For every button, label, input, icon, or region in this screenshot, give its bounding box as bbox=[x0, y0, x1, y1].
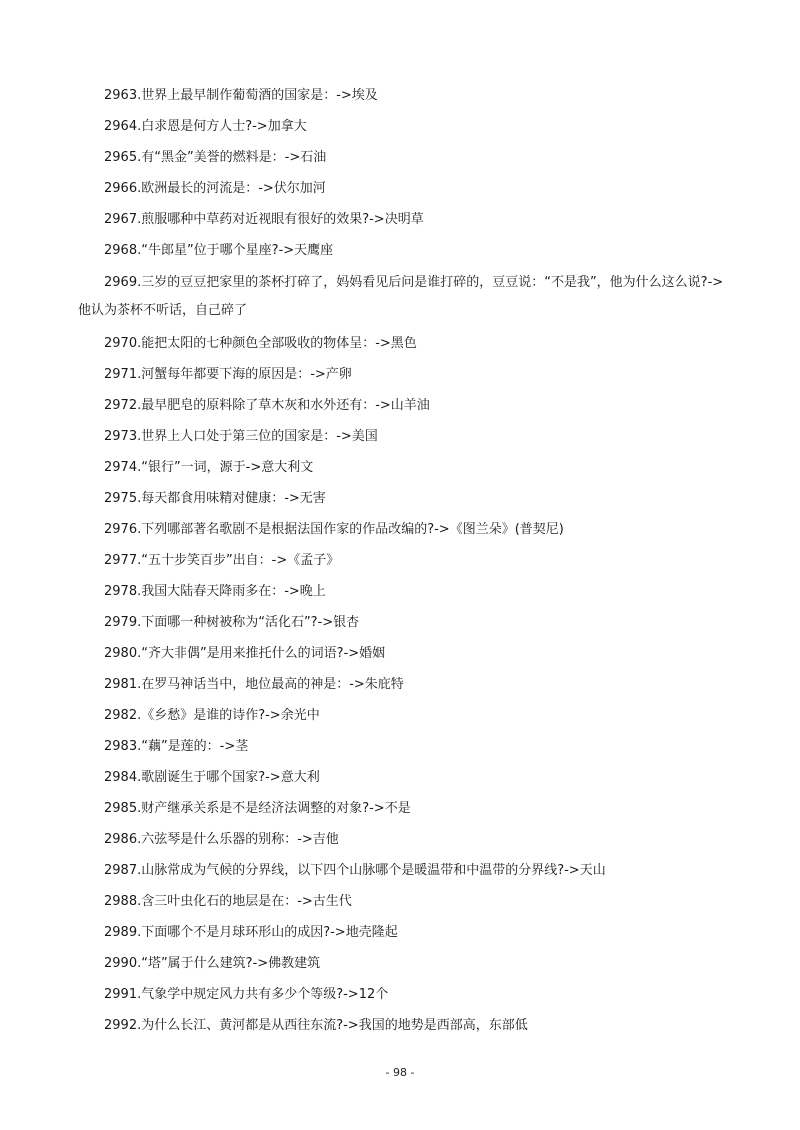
qa-item: 2987.山脉常成为气候的分界线，以下四个山脉哪个是暖温带和中温带的分界线?->天山 bbox=[104, 863, 606, 878]
qa-item: 2971.河蟹每年都要下海的原因是：->产卵 bbox=[104, 367, 352, 382]
qa-item: 2968.“牛郎星”位于哪个星座?->天鹰座 bbox=[104, 243, 334, 258]
qa-item: 2982.《乡愁》是谁的诗作?->余光中 bbox=[104, 708, 320, 723]
qa-item: 2975.每天都食用味精对健康：->无害 bbox=[104, 491, 326, 506]
qa-item: 2965.有“黑金”美誉的燃料是：->石油 bbox=[104, 150, 327, 165]
qa-item: 2969.三岁的豆豆把家里的茶杯打碎了，妈妈看见后问是谁打碎的，豆豆说：“不是我”，他为什么这么说?->他认为茶杯不听话，自己碎了 bbox=[78, 275, 724, 318]
qa-item: 2986.六弦琴是什么乐器的别称：->吉他 bbox=[104, 832, 339, 847]
qa-item: 2973.世界上人口处于第三位的国家是：->美国 bbox=[104, 429, 378, 444]
qa-item: 2989.下面哪个不是月球环形山的成因?->地壳隆起 bbox=[104, 925, 398, 940]
qa-item: 2981.在罗马神话当中，地位最高的神是：->朱庇特 bbox=[104, 677, 404, 692]
qa-item: 2980.“齐大非偶”是用来推托什么的词语?->婚姻 bbox=[104, 646, 386, 661]
qa-list bbox=[78, 80, 728, 1041]
qa-item: 2974.“银行”一词，源于->意大利文 bbox=[104, 460, 314, 475]
qa-item: 2983.“藕”是莲的：->茎 bbox=[104, 739, 249, 754]
qa-item: 2972.最早肥皂的原料除了草木灰和水外还有：->山羊油 bbox=[104, 398, 430, 413]
qa-item: 2978.我国大陆春天降雨多在：->晚上 bbox=[104, 584, 326, 599]
qa-item: 2988.含三叶虫化石的地层是在：->古生代 bbox=[104, 894, 352, 909]
page-number: - 98 - bbox=[385, 1066, 415, 1079]
qa-item: 2970.能把太阳的七种颜色全部吸收的物体呈：->黑色 bbox=[104, 336, 417, 351]
qa-item: 2991.气象学中规定风力共有多少个等级?->12个 bbox=[104, 987, 389, 1002]
qa-item: 2967.煎服哪种中草药对近视眼有很好的效果?->决明草 bbox=[104, 212, 424, 227]
qa-item: 2985.财产继承关系是不是经济法调整的对象?->不是 bbox=[104, 801, 411, 816]
qa-item: 2977.“五十步笑百步”出自：->《孟子》 bbox=[104, 553, 340, 568]
qa-item: 2966.欧洲最长的河流是：->伏尔加河 bbox=[104, 181, 326, 196]
qa-item: 2984.歌剧诞生于哪个国家?->意大利 bbox=[104, 770, 320, 785]
qa-item: 2964.白求恩是何方人士?->加拿大 bbox=[104, 119, 307, 134]
qa-item: 2976.下列哪部著名歌剧不是根据法国作家的作品改编的?->《图兰朵》(普契尼) bbox=[104, 522, 564, 537]
qa-item: 2963.世界上最早制作葡萄酒的国家是：->埃及 bbox=[104, 88, 378, 103]
qa-item: 2990.“塔”属于什么建筑?->佛教建筑 bbox=[104, 956, 321, 971]
qa-item: 2992.为什么长江、黄河都是从西往东流?->我国的地势是西部高，东部低 bbox=[104, 1018, 528, 1033]
qa-item: 2979.下面哪一种树被称为“活化石”?->银杏 bbox=[104, 615, 360, 630]
